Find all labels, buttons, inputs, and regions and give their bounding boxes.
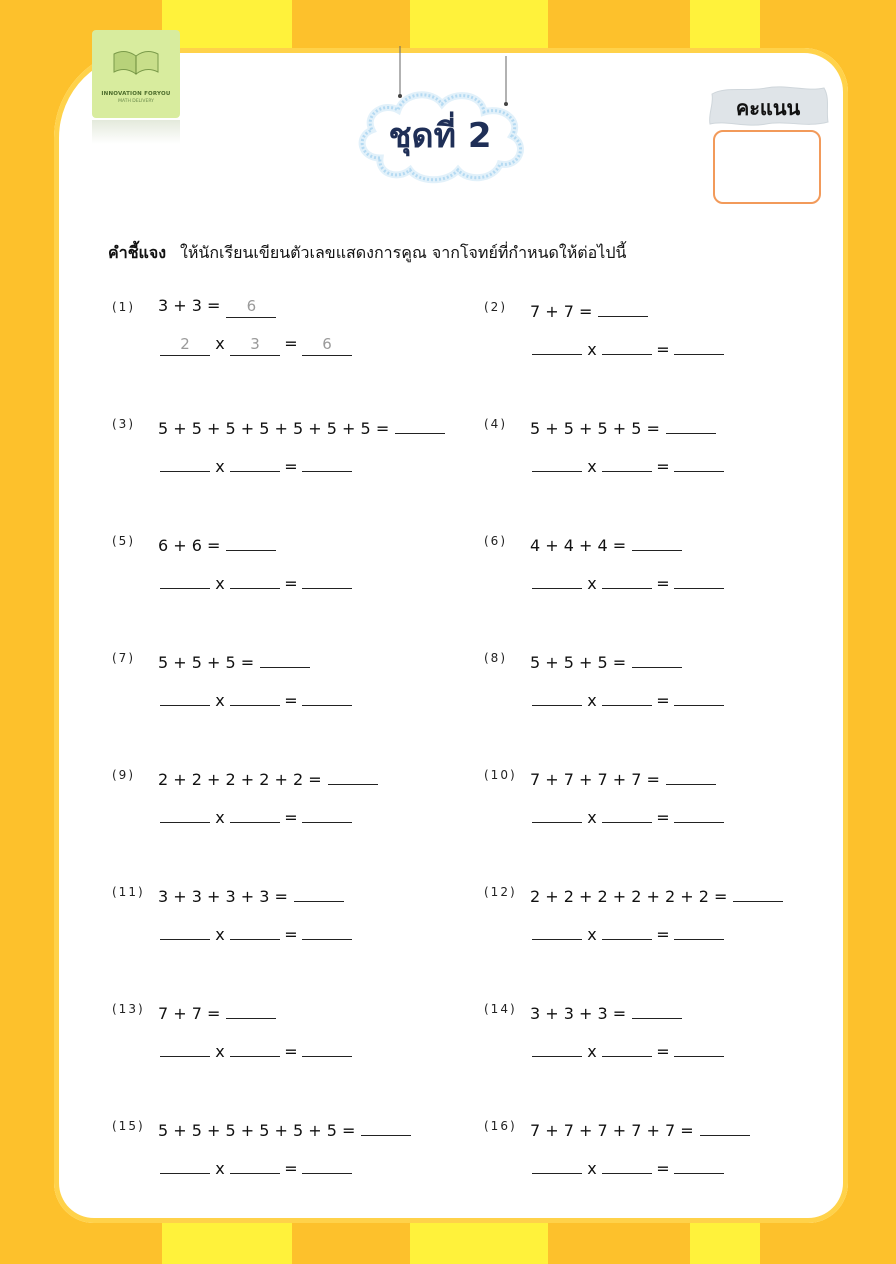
multiplication-row — [532, 568, 724, 593]
multiplication-row — [532, 451, 724, 476]
problem-item — [112, 998, 472, 1078]
product-blank[interactable] — [302, 919, 352, 940]
factor2-blank[interactable] — [602, 685, 652, 706]
sum-answer-blank[interactable] — [666, 413, 716, 434]
sum-answer-blank[interactable] — [226, 998, 276, 1019]
product-blank[interactable] — [674, 1036, 724, 1057]
multiplication-row — [160, 1036, 352, 1061]
problem-number: (8) — [484, 651, 507, 665]
problem-number: (14) — [484, 1002, 517, 1016]
problem-item — [484, 881, 844, 961]
multiplication-row — [160, 334, 352, 356]
times-sign: x — [587, 1159, 597, 1178]
problem-item — [484, 1115, 844, 1195]
instruction-text: ให้นักเรียนเขียนตัวเลขแสดงการคูณ จากโจทย์ที่กำหนดให้ต่อไปนี้ — [180, 243, 627, 262]
sum-answer-blank[interactable] — [598, 296, 648, 317]
problem-number: (10) — [484, 768, 517, 782]
times-sign: x — [215, 574, 225, 593]
equals-sign: = — [656, 1042, 670, 1061]
score-label: คะแนน — [735, 96, 801, 120]
equals-sign: = — [656, 925, 670, 944]
factor2-blank[interactable] — [230, 802, 280, 823]
sum-answer-blank[interactable] — [700, 1115, 750, 1136]
factor1-blank[interactable] — [532, 1036, 582, 1057]
product-blank[interactable] — [302, 685, 352, 706]
logo-subtitle: MATH DELIVERY — [118, 99, 154, 104]
expression-text: 5 + 5 + 5 + 5 + 5 + 5 = — [158, 1121, 356, 1140]
sum-answer-blank[interactable] — [294, 881, 344, 902]
expression-text: 3 + 3 + 3 = — [530, 1004, 627, 1023]
sum-answer-blank[interactable]: 6 — [226, 297, 276, 318]
expression-text: 5 + 5 + 5 + 5 = — [530, 419, 660, 438]
equals-sign: = — [284, 1042, 298, 1061]
factor2-blank[interactable] — [602, 334, 652, 355]
equals-sign: = — [284, 574, 298, 593]
expression-text: 2 + 2 + 2 + 2 + 2 + 2 = — [530, 887, 728, 906]
product-blank[interactable] — [674, 1153, 724, 1174]
factor2-blank[interactable] — [230, 685, 280, 706]
sum-answer-blank[interactable] — [395, 413, 445, 434]
multiplication-row — [532, 685, 724, 710]
sum-answer-blank[interactable] — [632, 530, 682, 551]
expression-text: 5 + 5 + 5 = — [530, 653, 627, 672]
expression-text: 3 + 3 + 3 + 3 = — [158, 887, 288, 906]
addition-expression — [530, 998, 682, 1023]
problem-item — [112, 413, 472, 493]
times-sign: x — [215, 1042, 225, 1061]
addition-expression — [158, 647, 310, 672]
product-blank[interactable] — [302, 1036, 352, 1057]
factor1-blank[interactable] — [160, 568, 210, 589]
problem-item — [484, 413, 844, 493]
equals-sign: = — [656, 1159, 670, 1178]
addition-expression — [158, 998, 276, 1023]
factor1-blank[interactable] — [160, 1036, 210, 1057]
equals-sign: = — [284, 457, 298, 476]
equals-sign: = — [284, 808, 298, 827]
addition-expression — [158, 1115, 411, 1140]
factor2-blank[interactable] — [230, 451, 280, 472]
instruction-label: คำชี้แจง — [108, 243, 167, 262]
addition-expression — [530, 1115, 750, 1140]
expression-text: 7 + 7 + 7 + 7 = — [530, 770, 660, 789]
factor2-blank[interactable] — [602, 451, 652, 472]
factor1-blank[interactable] — [160, 1153, 210, 1174]
addition-expression — [530, 530, 682, 555]
equals-sign: = — [284, 691, 298, 710]
expression-text: 7 + 7 + 7 + 7 + 7 = — [530, 1121, 694, 1140]
problem-number: (12) — [484, 885, 517, 899]
factor1-blank[interactable] — [532, 685, 582, 706]
multiplication-row — [160, 1153, 352, 1178]
times-sign: x — [587, 925, 597, 944]
multiplication-row — [160, 919, 352, 944]
product-blank[interactable] — [674, 334, 724, 355]
addition-expression — [158, 530, 276, 555]
factor2-blank[interactable] — [602, 568, 652, 589]
multiplication-row — [160, 451, 352, 476]
problem-number: (1) — [112, 300, 135, 314]
equals-sign: = — [284, 925, 298, 944]
factor2-blank[interactable] — [230, 1036, 280, 1057]
multiplication-row — [532, 802, 724, 827]
equals-sign: = — [656, 457, 670, 476]
expression-text: 5 + 5 + 5 = — [158, 653, 255, 672]
factor1-blank[interactable] — [160, 802, 210, 823]
factor1-blank[interactable] — [532, 334, 582, 355]
logo-reflection — [92, 120, 180, 144]
factor2-blank[interactable] — [602, 919, 652, 940]
sum-answer-blank[interactable] — [666, 764, 716, 785]
sum-answer-blank[interactable] — [361, 1115, 411, 1136]
times-sign: x — [215, 457, 225, 476]
problem-item — [484, 764, 844, 844]
addition-expression — [530, 647, 682, 672]
times-sign: x — [215, 925, 225, 944]
sum-answer-blank[interactable] — [328, 764, 378, 785]
expression-text: 6 + 6 = — [158, 536, 221, 555]
product-blank[interactable] — [674, 919, 724, 940]
problem-number: (11) — [112, 885, 145, 899]
times-sign: x — [215, 691, 225, 710]
times-sign: x — [587, 691, 597, 710]
multiplication-row — [532, 919, 724, 944]
times-sign: x — [587, 457, 597, 476]
factor2-blank[interactable] — [230, 1153, 280, 1174]
product-blank[interactable] — [302, 802, 352, 823]
problem-item — [112, 296, 472, 376]
product-blank[interactable] — [674, 802, 724, 823]
problem-item — [484, 296, 844, 376]
problem-item — [112, 647, 472, 727]
problem-number: (4) — [484, 417, 507, 431]
problem-number: (5) — [112, 534, 135, 548]
times-sign: x — [215, 1159, 225, 1178]
problem-number: (2) — [484, 300, 507, 314]
score-box[interactable] — [713, 130, 821, 204]
times-sign: x — [587, 1042, 597, 1061]
product-blank[interactable] — [674, 568, 724, 589]
addition-expression — [158, 764, 378, 789]
equals-sign: = — [656, 808, 670, 827]
product-blank[interactable] — [674, 451, 724, 472]
expression-text: 3 + 3 = — [158, 296, 221, 315]
addition-expression — [530, 296, 648, 321]
equals-sign: = — [656, 340, 670, 359]
times-sign: x — [215, 334, 225, 353]
expression-text: 5 + 5 + 5 + 5 + 5 + 5 + 5 = — [158, 419, 390, 438]
logo-title: INNOVATION FORYOU — [101, 91, 171, 97]
problem-number: (15) — [112, 1119, 145, 1133]
factor2-blank[interactable]: 3 — [230, 335, 280, 356]
sum-answer-blank[interactable] — [632, 998, 682, 1019]
addition-expression — [158, 296, 276, 318]
sum-answer-blank[interactable] — [226, 530, 276, 551]
equals-sign: = — [284, 1159, 298, 1178]
expression-text: 7 + 7 = — [158, 1004, 221, 1023]
expression-text: 7 + 7 = — [530, 302, 593, 321]
problem-item — [484, 647, 844, 727]
multiplication-row — [532, 1153, 724, 1178]
problem-item — [484, 530, 844, 610]
problem-item — [112, 1115, 472, 1195]
problem-number: (9) — [112, 768, 135, 782]
product-blank[interactable] — [674, 685, 724, 706]
sum-answer-blank[interactable] — [733, 881, 783, 902]
problem-number: (6) — [484, 534, 507, 548]
problem-number: (16) — [484, 1119, 517, 1133]
multiplication-row — [160, 568, 352, 593]
addition-expression — [158, 881, 344, 906]
multiplication-row — [160, 685, 352, 710]
product-blank[interactable] — [302, 451, 352, 472]
equals-sign: = — [656, 574, 670, 593]
multiplication-row — [160, 802, 352, 827]
addition-expression — [530, 413, 716, 438]
book-icon — [112, 48, 160, 78]
addition-expression — [158, 413, 445, 438]
problem-item — [112, 530, 472, 610]
equals-sign: = — [284, 334, 298, 353]
factor2-blank[interactable] — [602, 1153, 652, 1174]
times-sign: x — [587, 574, 597, 593]
factor1-blank[interactable]: 2 — [160, 335, 210, 356]
equals-sign: = — [656, 691, 670, 710]
factor1-blank[interactable] — [532, 451, 582, 472]
product-blank[interactable]: 6 — [302, 335, 352, 356]
sum-answer-blank[interactable] — [260, 647, 310, 668]
factor2-blank[interactable] — [230, 568, 280, 589]
factor1-blank[interactable] — [160, 451, 210, 472]
factor2-blank[interactable] — [602, 802, 652, 823]
sum-answer-blank[interactable] — [632, 647, 682, 668]
addition-expression — [530, 881, 783, 906]
factor1-blank[interactable] — [532, 919, 582, 940]
factor1-blank[interactable] — [160, 685, 210, 706]
product-blank[interactable] — [302, 568, 352, 589]
factor2-blank[interactable] — [602, 1036, 652, 1057]
problem-item — [112, 881, 472, 961]
expression-text: 2 + 2 + 2 + 2 + 2 = — [158, 770, 322, 789]
times-sign: x — [215, 808, 225, 827]
factor1-blank[interactable] — [532, 1153, 582, 1174]
times-sign: x — [587, 340, 597, 359]
factor1-blank[interactable] — [532, 568, 582, 589]
instructions — [108, 241, 626, 266]
problem-item — [484, 998, 844, 1078]
page-title: ชุดที่ 2 — [388, 116, 492, 156]
multiplication-row — [532, 334, 724, 359]
problem-item — [112, 764, 472, 844]
problem-number: (7) — [112, 651, 135, 665]
brand-logo — [92, 30, 180, 118]
factor1-blank[interactable] — [532, 802, 582, 823]
addition-expression — [530, 764, 716, 789]
multiplication-row — [532, 1036, 724, 1061]
problem-number: (13) — [112, 1002, 145, 1016]
factor1-blank[interactable] — [160, 919, 210, 940]
factor2-blank[interactable] — [230, 919, 280, 940]
product-blank[interactable] — [302, 1153, 352, 1174]
problem-number: (3) — [112, 417, 135, 431]
expression-text: 4 + 4 + 4 = — [530, 536, 627, 555]
times-sign: x — [587, 808, 597, 827]
